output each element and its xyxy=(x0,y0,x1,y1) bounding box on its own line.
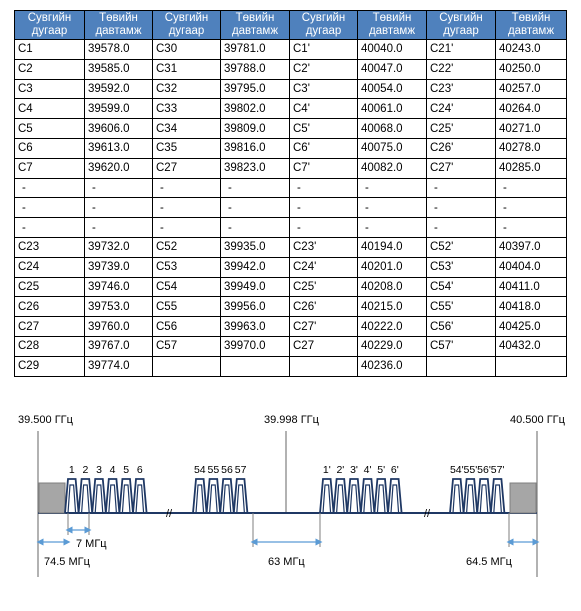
table-cell: 40194.0 xyxy=(358,237,427,257)
freq-right-label: 40.500 ГГц xyxy=(510,414,565,426)
table-cell: C4 xyxy=(15,99,85,119)
table-cell: C21' xyxy=(427,40,496,60)
table-cell: - xyxy=(221,178,290,198)
table-row xyxy=(15,119,567,139)
channel-shape xyxy=(374,479,388,513)
table-cell: 39795.0 xyxy=(221,79,290,99)
table-cell: C27' xyxy=(290,317,358,337)
channel-shape xyxy=(450,479,464,513)
spacing-label: 7 МГц xyxy=(76,538,107,550)
table-cell: C28 xyxy=(15,336,85,356)
table-cell: C35 xyxy=(153,138,221,158)
table-cell: - xyxy=(427,218,496,238)
table-cell: 40432.0 xyxy=(496,336,567,356)
table-cell: 40285.0 xyxy=(496,158,567,178)
table-row xyxy=(15,138,567,158)
channel-labels-1 xyxy=(69,464,143,476)
table-row xyxy=(15,178,567,198)
table-cell: C54 xyxy=(153,277,221,297)
table-cell xyxy=(153,356,221,376)
table-row xyxy=(15,336,567,356)
table-cell: C24' xyxy=(290,257,358,277)
channel-inner-shape xyxy=(68,485,76,513)
channel-label: 4 xyxy=(109,464,116,476)
table-cell: C7' xyxy=(290,158,358,178)
channel-inner-shape xyxy=(453,485,461,513)
table-cell: C25' xyxy=(290,277,358,297)
channel-label: 54' xyxy=(449,464,464,476)
table-cell: - xyxy=(496,178,567,198)
table-cell: C52' xyxy=(427,237,496,257)
table-cell: C22' xyxy=(427,59,496,79)
table-cell: - xyxy=(15,198,85,218)
table-cell: C27 xyxy=(290,336,358,356)
table-cell: 40404.0 xyxy=(496,257,567,277)
channel-label: 55' xyxy=(463,464,478,476)
channel-label: 56' xyxy=(477,464,491,476)
table-cell: 40271.0 xyxy=(496,119,567,139)
table-cell: C26' xyxy=(427,138,496,158)
table-cell: - xyxy=(358,198,427,218)
table-row xyxy=(15,158,567,178)
channel-shape xyxy=(79,479,93,513)
table-cell: 40425.0 xyxy=(496,317,567,337)
table-cell xyxy=(496,356,567,376)
table-cell: C53 xyxy=(153,257,221,277)
table-cell: 39956.0 xyxy=(221,297,290,317)
channel-label: 4' xyxy=(363,464,372,476)
channel-inner-shape xyxy=(337,485,345,513)
table-cell: C57 xyxy=(153,336,221,356)
table-cell: C34 xyxy=(153,119,221,139)
table-cell: 39809.0 xyxy=(221,119,290,139)
table-cell: - xyxy=(15,178,85,198)
table-cell: 40040.0 xyxy=(358,40,427,60)
break-mark-1: // xyxy=(166,508,173,520)
table-cell: 39970.0 xyxy=(221,336,290,356)
channel-shape xyxy=(119,479,133,513)
table-cell: 39592.0 xyxy=(85,79,153,99)
table-cell: C27' xyxy=(427,158,496,178)
channel-shape xyxy=(320,479,334,513)
guard-left-label: 74.5 МГц xyxy=(44,556,90,568)
table-cell xyxy=(427,356,496,376)
table-row xyxy=(15,40,567,60)
table-cell: C31 xyxy=(153,59,221,79)
channel-label: 3 xyxy=(96,464,102,476)
table-cell: 39935.0 xyxy=(221,237,290,257)
table-cell: 39816.0 xyxy=(221,138,290,158)
table-cell: - xyxy=(153,218,221,238)
channel-label: 5 xyxy=(123,464,130,476)
channel-inner-shape xyxy=(467,485,475,513)
column-header: Сувгийн дугаар xyxy=(153,11,221,40)
table-cell: C6' xyxy=(290,138,358,158)
table-cell: 40208.0 xyxy=(358,277,427,297)
table-cell: - xyxy=(153,178,221,198)
table-cell: 39613.0 xyxy=(85,138,153,158)
table-cell: 40250.0 xyxy=(496,59,567,79)
channel-label: 1 xyxy=(68,464,75,476)
channel-label: 6' xyxy=(390,464,399,476)
table-cell: C25 xyxy=(15,277,85,297)
column-header: Төвийн давтамж xyxy=(221,11,290,40)
channel-shape xyxy=(361,479,375,513)
table-cell: 40061.0 xyxy=(358,99,427,119)
channel-shape xyxy=(491,479,505,513)
table-cell: C52 xyxy=(153,237,221,257)
table-cell: 39963.0 xyxy=(221,317,290,337)
table-cell: - xyxy=(427,198,496,218)
table-cell: 39753.0 xyxy=(85,297,153,317)
channel-shape xyxy=(133,479,147,513)
table-cell: C54' xyxy=(427,277,496,297)
freq-left-label: 39.500 ГГц xyxy=(18,414,73,426)
channel-group-1 xyxy=(65,479,147,513)
table-cell: C7 xyxy=(15,158,85,178)
channel-inner-shape xyxy=(136,485,144,513)
channel-labels-2 xyxy=(194,464,247,476)
table-cell: C24 xyxy=(15,257,85,277)
table-cell: 40075.0 xyxy=(358,138,427,158)
table-cell: - xyxy=(85,178,153,198)
table-cell: C1 xyxy=(15,40,85,60)
table-cell: 40222.0 xyxy=(358,317,427,337)
table-cell: C24' xyxy=(427,99,496,119)
table-cell: C5' xyxy=(290,119,358,139)
table-cell: - xyxy=(85,218,153,238)
channel-label: 6 xyxy=(136,464,143,476)
channel-label: 1' xyxy=(322,464,331,476)
channel-label: 2' xyxy=(336,464,345,476)
channel-inner-shape xyxy=(196,485,204,513)
channel-group-4 xyxy=(450,479,504,513)
table-cell: 40201.0 xyxy=(358,257,427,277)
table-cell: - xyxy=(85,198,153,218)
table-cell: 40215.0 xyxy=(358,297,427,317)
channel-shape xyxy=(334,479,348,513)
table-cell: 40243.0 xyxy=(496,40,567,60)
table-cell: 39578.0 xyxy=(85,40,153,60)
table-cell: C56' xyxy=(427,317,496,337)
table-cell: 40264.0 xyxy=(496,99,567,119)
table-cell: 40082.0 xyxy=(358,158,427,178)
table-body xyxy=(15,40,567,377)
center-gap-label: 63 МГц xyxy=(268,556,305,568)
table-header-row xyxy=(15,11,567,40)
channel-label: 54 xyxy=(193,464,206,476)
table-cell: 39802.0 xyxy=(221,99,290,119)
table-cell: C25' xyxy=(427,119,496,139)
channel-shape xyxy=(106,479,120,513)
table-cell: C55' xyxy=(427,297,496,317)
channel-label: 55 xyxy=(207,464,220,476)
table-cell: - xyxy=(496,198,567,218)
table-cell: 40397.0 xyxy=(496,237,567,257)
table-cell: C27 xyxy=(153,158,221,178)
table-row xyxy=(15,297,567,317)
table-cell: 40229.0 xyxy=(358,336,427,356)
channel-inner-shape xyxy=(237,485,245,513)
table-cell: C4' xyxy=(290,99,358,119)
channel-shape xyxy=(234,479,248,513)
table-cell: 39774.0 xyxy=(85,356,153,376)
table-cell: 40278.0 xyxy=(496,138,567,158)
column-header: Төвийн давтамж xyxy=(85,11,153,40)
table-cell: C3' xyxy=(290,79,358,99)
table-cell: 40047.0 xyxy=(358,59,427,79)
channel-inner-shape xyxy=(364,485,372,513)
table-cell: - xyxy=(15,218,85,238)
channel-inner-shape xyxy=(210,485,218,513)
channel-label: 57' xyxy=(490,464,505,476)
table-cell xyxy=(290,356,358,376)
channel-inner-shape xyxy=(95,485,103,513)
channel-group-3 xyxy=(320,479,402,513)
table-cell: 39823.0 xyxy=(221,158,290,178)
table-cell: C1' xyxy=(290,40,358,60)
table-cell: C6 xyxy=(15,138,85,158)
channel-shape xyxy=(347,479,361,513)
column-header: Сувгийн дугаар xyxy=(427,11,496,40)
channel-inner-shape xyxy=(82,485,90,513)
channel-inner-shape xyxy=(109,485,117,513)
table-cell: 40257.0 xyxy=(496,79,567,99)
table-cell: - xyxy=(358,178,427,198)
frequency-table xyxy=(14,10,567,377)
table-cell: 39942.0 xyxy=(221,257,290,277)
table-cell: 39781.0 xyxy=(221,40,290,60)
table-cell: 39585.0 xyxy=(85,59,153,79)
channel-group-2 xyxy=(193,479,247,513)
channel-label: 5' xyxy=(377,464,386,476)
table-cell: 40236.0 xyxy=(358,356,427,376)
channel-shape xyxy=(477,479,491,513)
channel-shape xyxy=(220,479,234,513)
guard-band-right xyxy=(510,483,536,513)
table-cell: C29 xyxy=(15,356,85,376)
table-cell: C57' xyxy=(427,336,496,356)
table-cell: C2 xyxy=(15,59,85,79)
table-cell: - xyxy=(221,198,290,218)
table-row xyxy=(15,218,567,238)
table-cell: C23' xyxy=(290,237,358,257)
table-cell: C23' xyxy=(427,79,496,99)
channel-shape xyxy=(92,479,106,513)
table-cell: - xyxy=(290,198,358,218)
table-cell: - xyxy=(496,218,567,238)
table-cell: 39767.0 xyxy=(85,336,153,356)
table-cell: - xyxy=(221,218,290,238)
table-cell: C5 xyxy=(15,119,85,139)
channel-inner-shape xyxy=(223,485,231,513)
table-cell: - xyxy=(290,218,358,238)
column-header: Сувгийн дугаар xyxy=(15,11,85,40)
channel-shape xyxy=(193,479,207,513)
table-row xyxy=(15,198,567,218)
table-cell: 40418.0 xyxy=(496,297,567,317)
channel-label: 56 xyxy=(221,464,233,476)
table-cell: 39739.0 xyxy=(85,257,153,277)
guard-band-left xyxy=(39,483,65,513)
channel-label: 2 xyxy=(82,464,89,476)
channel-inner-shape xyxy=(494,485,502,513)
table-cell: 40068.0 xyxy=(358,119,427,139)
table-cell: 39760.0 xyxy=(85,317,153,337)
table-row xyxy=(15,79,567,99)
channel-inner-shape xyxy=(350,485,358,513)
channel-inner-shape xyxy=(391,485,399,513)
table-cell: 39620.0 xyxy=(85,158,153,178)
table-cell: 39732.0 xyxy=(85,237,153,257)
channel-shape xyxy=(388,479,402,513)
table-cell: 39599.0 xyxy=(85,99,153,119)
table-cell: 39949.0 xyxy=(221,277,290,297)
column-header: Төвийн давтамж xyxy=(496,11,567,40)
table-row xyxy=(15,317,567,337)
freq-mid-label: 39.998 ГГц xyxy=(264,414,319,426)
table-row xyxy=(15,257,567,277)
channel-shape xyxy=(207,479,221,513)
channel-plan-diagram xyxy=(0,395,581,605)
table-cell: 39746.0 xyxy=(85,277,153,297)
column-header: Төвийн давтамж xyxy=(358,11,427,40)
table-cell: C55 xyxy=(153,297,221,317)
table-cell: - xyxy=(153,198,221,218)
table-cell: C53' xyxy=(427,257,496,277)
table-row xyxy=(15,59,567,79)
channel-inner-shape xyxy=(377,485,385,513)
table-row xyxy=(15,99,567,119)
table-cell: C33 xyxy=(153,99,221,119)
table-cell: - xyxy=(358,218,427,238)
table-cell: 40411.0 xyxy=(496,277,567,297)
table-cell: C3 xyxy=(15,79,85,99)
channel-inner-shape xyxy=(323,485,331,513)
column-header: Сувгийн дугаар xyxy=(290,11,358,40)
table-cell: C27 xyxy=(15,317,85,337)
channel-inner-shape xyxy=(480,485,488,513)
table-cell: C26' xyxy=(290,297,358,317)
table-cell: C2' xyxy=(290,59,358,79)
table-cell: 40054.0 xyxy=(358,79,427,99)
channel-shape xyxy=(65,479,79,513)
table-row xyxy=(15,356,567,376)
table-cell: - xyxy=(427,178,496,198)
table-cell: C56 xyxy=(153,317,221,337)
table-cell: C32 xyxy=(153,79,221,99)
break-mark-2: // xyxy=(424,508,431,520)
guard-right-label: 64.5 МГц xyxy=(466,556,512,568)
table-cell: 39788.0 xyxy=(221,59,290,79)
table-row xyxy=(15,277,567,297)
table-cell: 39606.0 xyxy=(85,119,153,139)
channel-labels-3 xyxy=(323,464,399,476)
table-cell xyxy=(221,356,290,376)
channel-inner-shape xyxy=(122,485,130,513)
table-cell: C26 xyxy=(15,297,85,317)
channel-labels-4 xyxy=(450,464,504,476)
table-cell: - xyxy=(290,178,358,198)
channel-shape xyxy=(464,479,478,513)
table-cell: C30 xyxy=(153,40,221,60)
table-cell: C23 xyxy=(15,237,85,257)
table-row xyxy=(15,237,567,257)
channel-label: 57 xyxy=(234,464,247,476)
channel-label: 3' xyxy=(350,464,358,476)
